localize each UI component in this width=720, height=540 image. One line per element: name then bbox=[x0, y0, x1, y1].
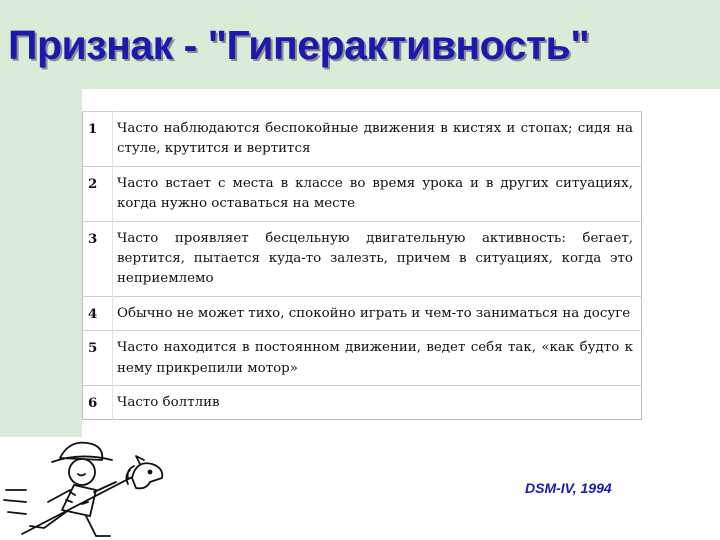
row-number: 6 bbox=[83, 386, 113, 420]
row-text: Часто встает с места в классе во время урока и в других ситуациях, когда нужно оставаться на месте bbox=[113, 166, 642, 221]
table-row bbox=[83, 296, 642, 330]
left-decor-band bbox=[0, 89, 82, 437]
table-row bbox=[83, 112, 642, 167]
table-row bbox=[83, 221, 642, 296]
row-number: 5 bbox=[83, 331, 113, 386]
row-text: Обычно не может тихо, спокойно играть и чем-то заниматься на досуге bbox=[113, 296, 642, 330]
row-number: 2 bbox=[83, 166, 113, 221]
table-row bbox=[83, 166, 642, 221]
slide-title: Признак - "Гиперактивность" bbox=[8, 22, 590, 68]
row-number: 4 bbox=[83, 296, 113, 330]
row-text: Часто болтлив bbox=[113, 386, 642, 420]
criteria-table bbox=[82, 111, 642, 420]
table-row bbox=[83, 331, 642, 386]
row-text: Часто находится в постоянном движении, ведет себя так, «как будто к нему прикрепили мотор» bbox=[113, 331, 642, 386]
table-row bbox=[83, 386, 642, 420]
hobby-horse-boy-illustration bbox=[0, 430, 180, 540]
row-text: Часто проявляет бесцельную двигательную активность: бегает, вертится, пытается куда-то залезть, причем в ситуациях, когда это неприемлемо bbox=[113, 221, 642, 296]
row-number: 1 bbox=[83, 112, 113, 167]
row-text: Часто наблюдаются беспокойные движения в кистях и стопах; сидя на стуле, крутится и вертится bbox=[113, 112, 642, 167]
source-citation: DSM-IV, 1994 bbox=[525, 480, 612, 496]
row-number: 3 bbox=[83, 221, 113, 296]
